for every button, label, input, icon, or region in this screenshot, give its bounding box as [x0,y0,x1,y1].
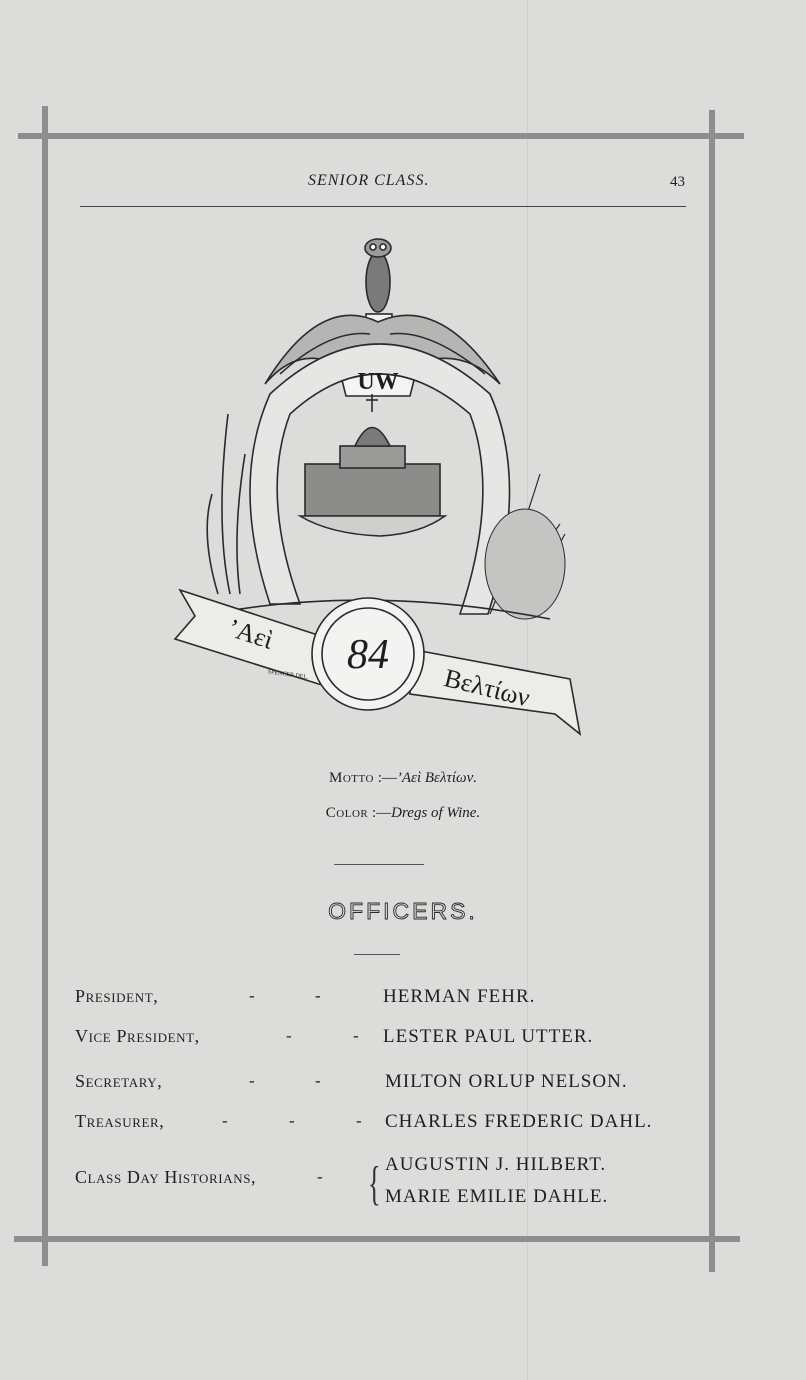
motto-label: Motto [329,770,374,786]
seal-monogram-text: 84 [347,632,389,678]
officer-name: LESTER PAUL UTTER. [383,1026,594,1047]
officer-role: President, [75,986,159,1006]
banner-left-text: ’Αεὶ [224,613,277,655]
motto-value: ’Αεὶ Βελτίων. [396,770,477,786]
color-value: Dregs of Wine. [391,805,481,821]
leader-dash: - [249,1071,255,1090]
leader-dash: - [317,1167,323,1186]
running-head-title: SENIOR CLASS. [308,172,430,189]
historian-name: AUGUSTIN J. HILBERT. [385,1154,607,1175]
owl-icon [365,239,391,312]
officer-row-vice-president [0,1026,806,1056]
leader-dash: - [249,986,255,1005]
artist-credit-text: SPENCER DEL. [267,669,309,681]
capitol-building-icon [300,394,445,536]
section-divider-rule [334,864,424,865]
page-number: 43 [670,174,685,190]
color-label: Color [325,805,369,821]
motto-line [0,770,806,787]
running-head-rule [80,206,686,207]
color-separator: :— [368,805,392,821]
officers-heading-rule [354,954,400,955]
leader-dash: - [315,986,321,1005]
class-emblem-illustration [170,234,590,744]
color-line [0,805,806,822]
officer-name: MILTON ORLUP NELSON. [385,1071,628,1092]
frame-bottom-bar [14,1236,740,1242]
leader-dash: - [315,1071,321,1090]
officer-role: Class Day Historians, [75,1167,257,1187]
banner-right-text: Βελτίων [441,663,533,713]
leader-dash: - [353,1026,359,1045]
leader-dash: - [222,1111,228,1130]
historians-brace: { [368,1157,381,1210]
officer-role: Treasurer, [75,1111,165,1131]
emblem-monogram-text: UW [357,369,399,395]
motto-separator: :— [373,770,397,786]
officer-row-secretary [0,1071,806,1101]
leader-dash: - [356,1111,362,1130]
officer-role: Vice President, [75,1026,200,1046]
officer-row-treasurer [0,1111,806,1141]
officers-heading: OFFICERS. [328,898,478,924]
officer-name: CHARLES FREDERIC DAHL. [385,1111,653,1132]
frame-top-bar [18,133,744,139]
leader-dash: - [286,1026,292,1045]
officer-row-president [0,986,806,1016]
officer-name: HERMAN FEHR. [383,986,536,1007]
running-head [0,172,806,196]
officer-role: Secretary, [75,1071,163,1091]
leader-dash: - [289,1111,295,1130]
historian-name: MARIE EMILIE DAHLE. [385,1186,609,1207]
